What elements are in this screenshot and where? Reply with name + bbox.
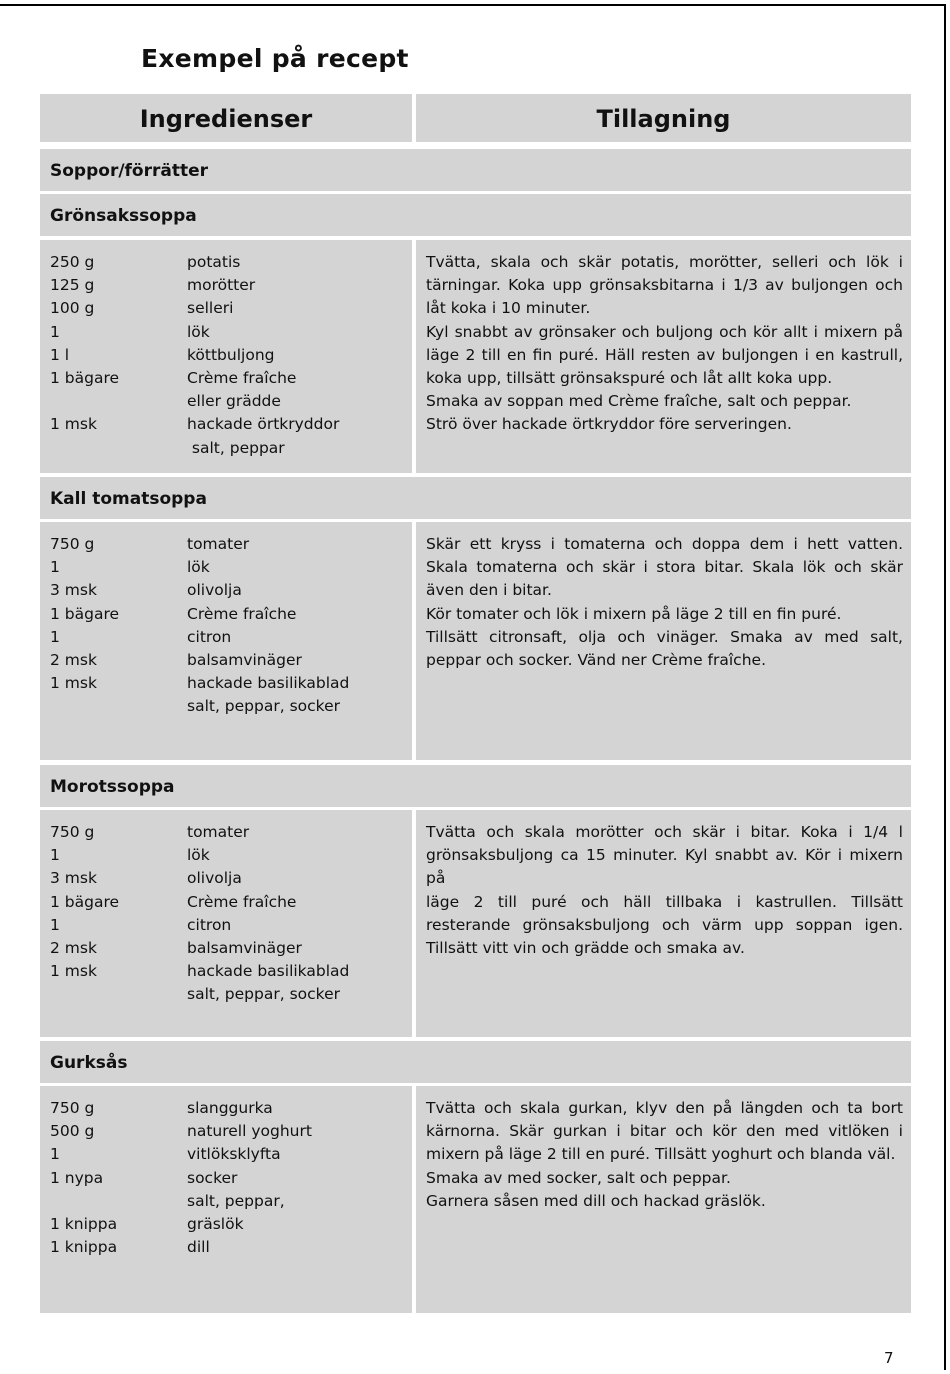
ingredients-list (40, 810, 412, 1037)
ingredient-row (50, 672, 412, 695)
ingredient-row (50, 344, 412, 367)
preparation-paragraph: Tvätta, skala och skär potatis, morötter, selleri och lök i tärningar. Koka upp grönsaksbitarna i 1/3 av buljongen och låt koka i 10 minuter. (426, 253, 903, 318)
ingredient-name: citron (187, 627, 232, 646)
ingredient-row (50, 891, 412, 914)
ingredient-quantity: 1 bägare (50, 604, 120, 623)
ingredient-row (50, 983, 412, 1006)
column-header-ingredients: Ingredienser (40, 94, 412, 142)
ingredient-quantity (50, 695, 187, 718)
ingredient-row (50, 626, 412, 649)
ingredient-quantity: 1 knippa (50, 1215, 118, 1234)
ingredient-name: lök (187, 846, 210, 865)
ingredient-quantity: 125 g (50, 276, 95, 295)
ingredient-quantity: 1 (50, 558, 60, 577)
ingredient-row (50, 914, 412, 937)
ingredient-quantity: 1 l (50, 345, 70, 364)
ingredient-name: tomater (187, 823, 250, 841)
ingredient-quantity: 1 (50, 915, 60, 934)
ingredient-name: balsamvinäger (187, 651, 302, 670)
page-frame-right (944, 4, 946, 1370)
preparation-steps (416, 810, 911, 1037)
preparation-paragraph: Smaka av med socker, salt och peppar. (426, 1168, 731, 1187)
ingredient-name: Crème fraîche (187, 604, 297, 623)
ingredient-row (50, 695, 412, 718)
preparation-paragraph: Tillsätt citronsaft, olja och vinäger. Smaka av med salt, peppar och socker. Vänd ner Crème fraîche. (426, 627, 903, 670)
ingredient-quantity: 1 nypa (50, 1168, 104, 1187)
preparation-paragraph: läge 2 till puré och häll tillbaka i kastrullen. Tillsätt resterande grönsaksbuljong och värm upp soppan igen. Tillsätt vitt vin och grädde och smaka av. (426, 892, 903, 958)
preparation-paragraph: Kyl snabbt av grönsaker och buljong och kör allt i mixern på läge 2 till en fin puré. Häll resten av buljongen i en kastrull, koka upp, tillsätt grönsakspuré och låt allt koka upp. (426, 322, 903, 388)
page-number: 7 (884, 1349, 894, 1367)
ingredients-list (40, 240, 412, 473)
preparation-steps (416, 522, 911, 760)
ingredient-row (50, 937, 412, 960)
ingredient-row (50, 274, 412, 297)
ingredient-name: salt, peppar, socker (187, 697, 341, 716)
ingredient-name: slanggurka (187, 1099, 273, 1117)
ingredient-quantity: 3 msk (50, 869, 97, 888)
ingredient-name: olivolja (187, 869, 242, 888)
ingredient-quantity (50, 983, 187, 1006)
category-heading: Soppor/förrätter (40, 149, 911, 191)
recipe-title: Morotssoppa (40, 765, 911, 807)
preparation-paragraph: Skär ett kryss i tomaterna och doppa dem i hett vatten. Skala tomaterna och skär i stora bitar. Skala lök och skär även den i bitar. (426, 535, 903, 600)
ingredient-name: olivolja (187, 581, 242, 600)
ingredient-row (50, 649, 412, 672)
ingredient-row (50, 533, 412, 556)
ingredient-quantity: 750 g (50, 1099, 95, 1117)
ingredient-row (50, 1167, 412, 1190)
preparation-paragraph: Strö över hackade örtkryddor före serveringen. (426, 415, 792, 434)
ingredient-row (50, 251, 412, 274)
preparation-paragraph: Kör tomater och lök i mixern på läge 2 till en fin puré. (426, 604, 842, 623)
ingredient-name: Crème fraîche (187, 892, 297, 911)
ingredient-name: morötter (187, 276, 256, 295)
ingredient-row (50, 413, 412, 436)
ingredient-name: eller grädde (187, 392, 281, 411)
ingredient-name: tomater (187, 535, 250, 553)
ingredient-quantity: 1 (50, 322, 60, 341)
ingredients-list (40, 522, 412, 760)
ingredient-quantity: 750 g (50, 535, 95, 553)
ingredient-row (50, 1213, 412, 1236)
ingredient-name: lök (187, 322, 210, 341)
ingredient-quantity: 1 (50, 1145, 60, 1164)
ingredient-name: Crème fraîche (187, 369, 297, 388)
ingredient-row (50, 321, 412, 344)
ingredient-row (50, 1120, 412, 1143)
ingredient-name: socker (187, 1168, 238, 1187)
ingredient-row (50, 1097, 412, 1120)
ingredient-quantity (50, 1190, 187, 1213)
page-frame-top (0, 4, 946, 6)
ingredient-quantity: 2 msk (50, 939, 97, 958)
ingredient-row (50, 1236, 412, 1259)
recipe-title: Gurksås (40, 1041, 911, 1083)
ingredients-list (40, 1086, 412, 1313)
page-title: Exempel på recept (141, 44, 409, 73)
ingredient-name: salt, peppar, socker (187, 985, 341, 1004)
ingredient-quantity: 1 msk (50, 415, 97, 434)
ingredient-name: hackade basilikablad (187, 674, 350, 693)
ingredient-quantity (50, 390, 187, 413)
ingredient-row (50, 556, 412, 579)
ingredient-name: hackade basilikablad (187, 962, 350, 981)
ingredient-row (50, 437, 412, 460)
ingredient-row (50, 960, 412, 983)
ingredient-quantity: 1 msk (50, 962, 97, 981)
ingredient-quantity: 1 (50, 846, 60, 865)
ingredient-quantity: 1 bägare (50, 892, 120, 911)
ingredient-quantity: 1 msk (50, 674, 97, 693)
ingredient-name: hackade örtkryddor (187, 415, 340, 434)
preparation-steps (416, 1086, 911, 1313)
ingredient-name: potatis (187, 253, 241, 271)
ingredient-quantity: 1 bägare (50, 369, 120, 388)
ingredient-quantity: 750 g (50, 823, 95, 841)
ingredient-name: selleri (187, 299, 234, 318)
ingredient-row (50, 297, 412, 320)
ingredient-name: naturell yoghurt (187, 1122, 312, 1141)
ingredient-quantity: 100 g (50, 299, 95, 318)
ingredient-row (50, 579, 412, 602)
ingredient-quantity: 3 msk (50, 581, 97, 600)
ingredient-row (50, 390, 412, 413)
ingredient-row (50, 867, 412, 890)
ingredient-row (50, 367, 412, 390)
ingredient-name: salt, peppar (187, 438, 285, 457)
ingredient-quantity: 500 g (50, 1122, 95, 1141)
ingredient-name: köttbuljong (187, 345, 275, 364)
recipe-title: Grönsakssoppa (40, 194, 911, 236)
column-header-preparation: Tillagning (416, 94, 911, 142)
ingredient-name: lök (187, 558, 210, 577)
ingredient-name: vitlöksklyfta (187, 1145, 281, 1164)
ingredient-quantity: 2 msk (50, 651, 97, 670)
preparation-paragraph: Garnera såsen med dill och hackad gräslök. (426, 1191, 766, 1210)
ingredient-quantity: 250 g (50, 253, 95, 271)
ingredient-name: dill (187, 1238, 210, 1257)
ingredient-row (50, 1190, 412, 1213)
preparation-steps (416, 240, 911, 473)
ingredient-quantity: 1 knippa (50, 1238, 118, 1257)
ingredient-row (50, 603, 412, 626)
ingredient-row (50, 1143, 412, 1166)
ingredient-name: balsamvinäger (187, 939, 302, 958)
ingredient-row (50, 844, 412, 867)
ingredient-name: salt, peppar, (187, 1191, 285, 1210)
ingredient-row (50, 821, 412, 844)
ingredient-quantity (50, 437, 187, 460)
preparation-paragraph: Tvätta och skala morötter och skär i bitar. Koka i 1/4 l grönsaksbuljong ca 15 minuter. Kyl snabbt av. Kör i mixern på (426, 823, 903, 888)
ingredient-name: citron (187, 915, 232, 934)
preparation-paragraph: Smaka av soppan med Crème fraîche, salt och peppar. (426, 392, 852, 411)
ingredient-quantity: 1 (50, 627, 60, 646)
recipe-title: Kall tomatsoppa (40, 477, 911, 519)
ingredient-name: gräslök (187, 1215, 244, 1234)
preparation-paragraph: Tvätta och skala gurkan, klyv den på längden och ta bort kärnorna. Skär gurkan i bitar och kör den med vitlöken i mixern på läge 2 till en puré. Tillsätt yoghurt och blanda väl. (426, 1099, 903, 1164)
